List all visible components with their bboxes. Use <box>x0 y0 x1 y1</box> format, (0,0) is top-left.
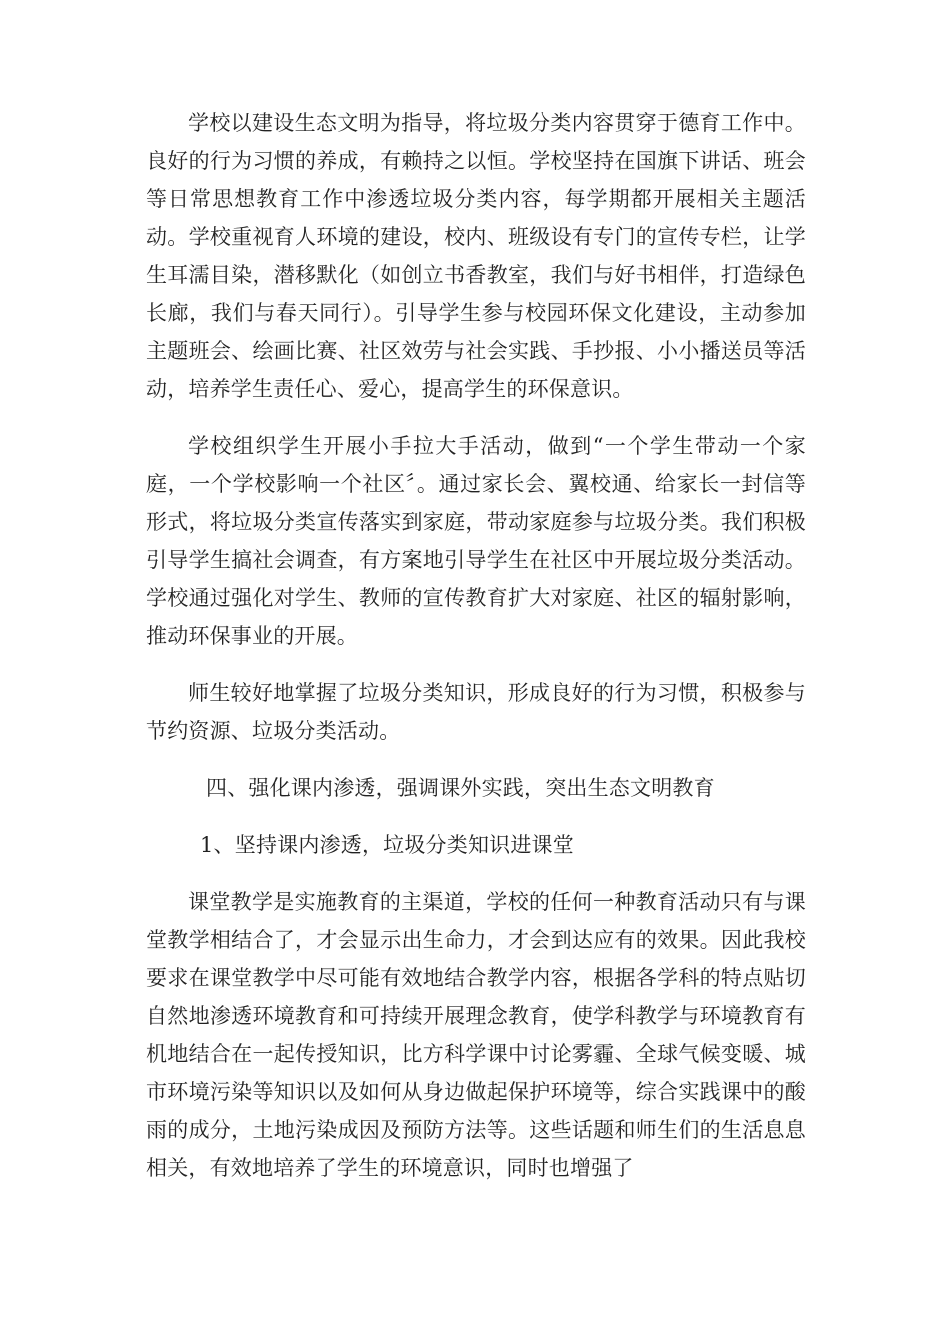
section-heading: 四、强化课内渗透，强调课外实践，突出生态文明教育 <box>206 776 715 800</box>
paragraph-classroom-teaching: 课堂教学是实施教育的主渠道，学校的任何一种教育活动只有与课堂教学相结合了，才会显示出生命力，才会到达应有的效果。因此我校要求在课堂教学中尽可能有效地结合教学内容，根据各学科的特点贴切自然地渗透环境教育和可持续开展理念教育，使学科教学与环境教育有机地结合在一起传授知识，比方科学课中讨论雾霾、全球气候变暖、城市环境污染等知识以及如何从身边做起保护环境等，综合实践课中的酸雨的成分，土地污染成因及预防方法等。这些话题和师生们的生活息息相关，有效地培养了学生的环境意识，同时也增强了 <box>146 890 806 1180</box>
paragraph-knowledge-mastery: 师生较好地掌握了垃圾分类知识，形成良好的行为习惯，积极参与节约资源、垃圾分类活动。 <box>146 681 806 743</box>
section-subheading: 1、坚持课内渗透，垃圾分类知识进课堂 <box>200 833 574 857</box>
paragraph-small-hands: 学校组织学生开展小手拉大手活动，做到“一个学生带动一个家庭，一个学校影响一个社区〞。通过家长会、翼校通、给家长一封信等形式，将垃圾分类宣传落实到家庭，带动家庭参与垃圾分类。我们积极引导学生搞社会调查，有方案地引导学生在社区中开展垃圾分类活动。学校通过强化对学生、教师的宣传教育扩大对家庭、社区的辐射影响，推动环保事业的开展。 <box>146 434 806 648</box>
paragraph-eco-civilization: 学校以建设生态文明为指导，将垃圾分类内容贯穿于德育工作中。良好的行为习惯的养成，有赖持之以恒。学校坚持在国旗下讲话、班会等日常思想教育工作中渗透垃圾分类内容，每学期都开展相关主题活动。学校重视育人环境的建设，校内、班级设有专门的宣传专栏，让学生耳濡目染，潜移默化（如创立书香教室，我们与好书相伴，打造绿色长廊，我们与春天同行）。引导学生参与校园环保文化建设，主动参加主题班会、绘画比赛、社区效劳与社会实践、手抄报、小小播送员等活动，培养学生责任心、爱心，提高学生的环保意识。 <box>146 111 806 401</box>
document-body <box>146 104 806 1206</box>
